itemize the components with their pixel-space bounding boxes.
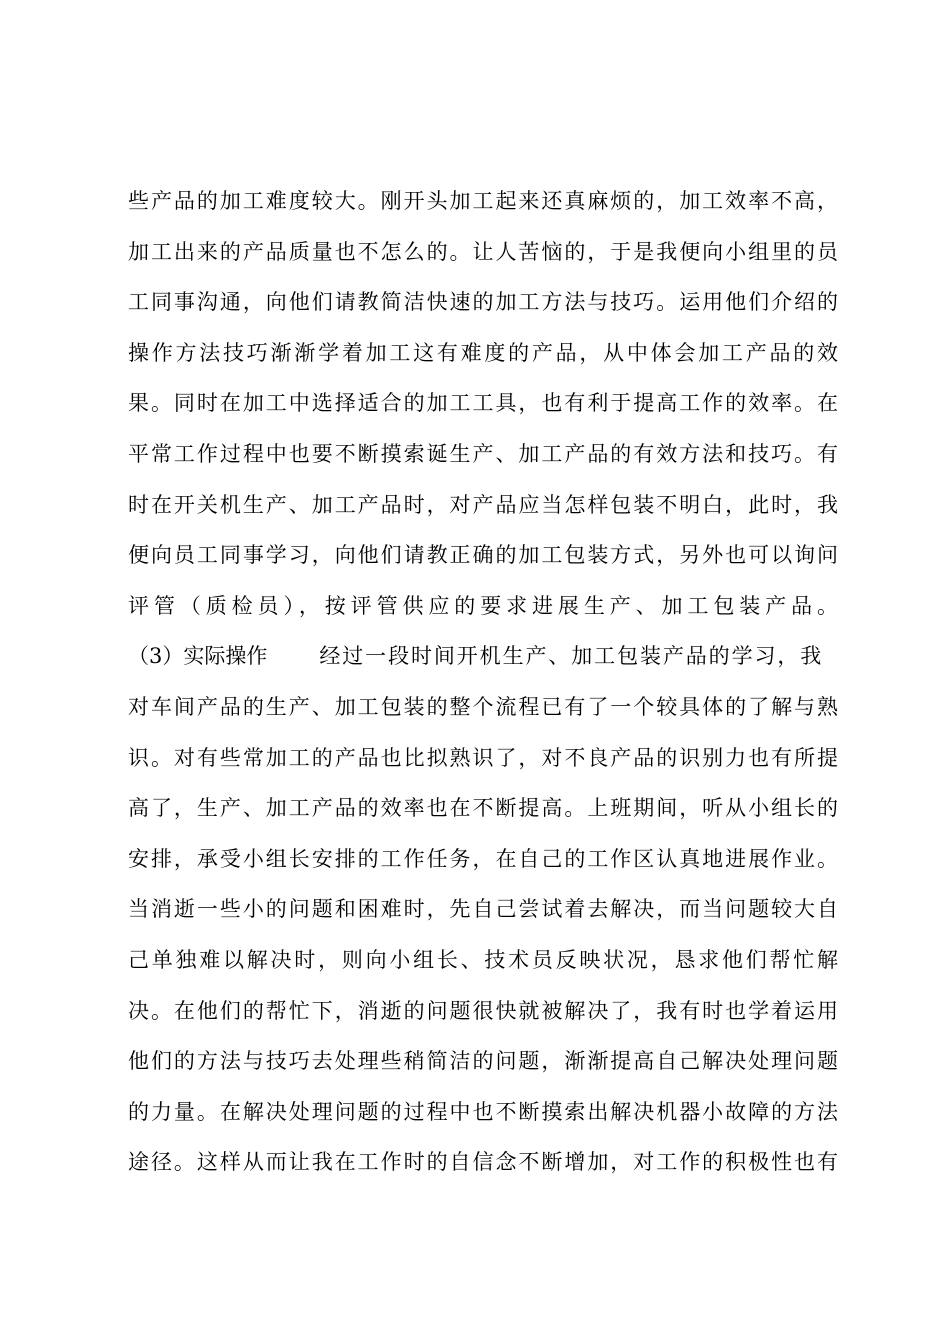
- section-line-8: 他们的方法与技巧去处理些稍简洁的问题，渐渐提高自己解决处理问题: [128, 1049, 838, 1074]
- paragraph-line-3: 工同事沟通，向他们请教简洁快速的加工方法与技巧。运用他们介绍的: [128, 290, 838, 315]
- paragraph-line-4: 操作方法技巧渐渐学着加工这有难度的产品，从中体会加工产品的效: [128, 340, 838, 365]
- section-line-6: 己单独难以解决时，则向小组长、技术员反映状况，恳求他们帮忙解: [128, 947, 838, 972]
- section-heading-line: [128, 631, 838, 682]
- paragraph-line-8: 便向员工同事学习，向他们请教正确的加工包装方式，另外也可以询问: [128, 543, 838, 568]
- section-line-5: 当消逝一些小的问题和困难时，先自己尝试着去解决，而当问题较大自: [128, 897, 838, 922]
- section-line-4: 安排，承受小组长安排的工作任务，在自己的工作区认真地进展作业。: [128, 846, 838, 871]
- section-line-9: 的力量。在解决处理问题的过程中也不断摸索出解决机器小故障的方法: [128, 1099, 838, 1124]
- section-first-line: 经过一段时间开机生产、加工包装产品的学习，我: [319, 644, 824, 669]
- section-line-10: 途径。这样从而让我在工作时的自信念不断增加，对工作的积极性也有: [128, 1150, 838, 1175]
- paragraph-line-7: 时在开关机生产、加工产品时，对产品应当怎样包装不明白，此时，我: [128, 492, 838, 517]
- paragraph-line-1: 些产品的加工难度较大。刚开头加工起来还真麻烦的，加工效率不高，: [128, 189, 838, 213]
- section-line-1: 对车间产品的生产、加工包装的整个流程已有了一个较具体的了解与熟: [128, 694, 838, 719]
- paragraph-line-6: 平常工作过程中也要不断摸索诞生产、加工产品的有效方法和技巧。有: [128, 441, 838, 466]
- paragraph-line-5: 果。同时在加工中选择适合的加工工具，也有利于提高工作的效率。在: [128, 391, 838, 416]
- body-text: [128, 176, 838, 1188]
- section-line-2: 识。对有些常加工的产品也比拟熟识了，对不良产品的识别力也有所提: [128, 745, 838, 770]
- section-line-3: 高了，生产、加工产品的效率也在不断提高。上班期间，听从小组长的: [128, 796, 838, 821]
- paragraph-line-9: 评管（质检员），按评管供应的要求进展生产、加工包装产品。: [128, 593, 838, 618]
- section-line-7: 决。在他们的帮忙下，消逝的问题很快就被解决了，我有时也学着运用: [128, 998, 838, 1023]
- section-heading: （3）实际操作: [128, 644, 268, 669]
- paragraph-line-2: 加工出来的产品质量也不怎么的。让人苦恼的，于是我便向小组里的员: [128, 239, 838, 264]
